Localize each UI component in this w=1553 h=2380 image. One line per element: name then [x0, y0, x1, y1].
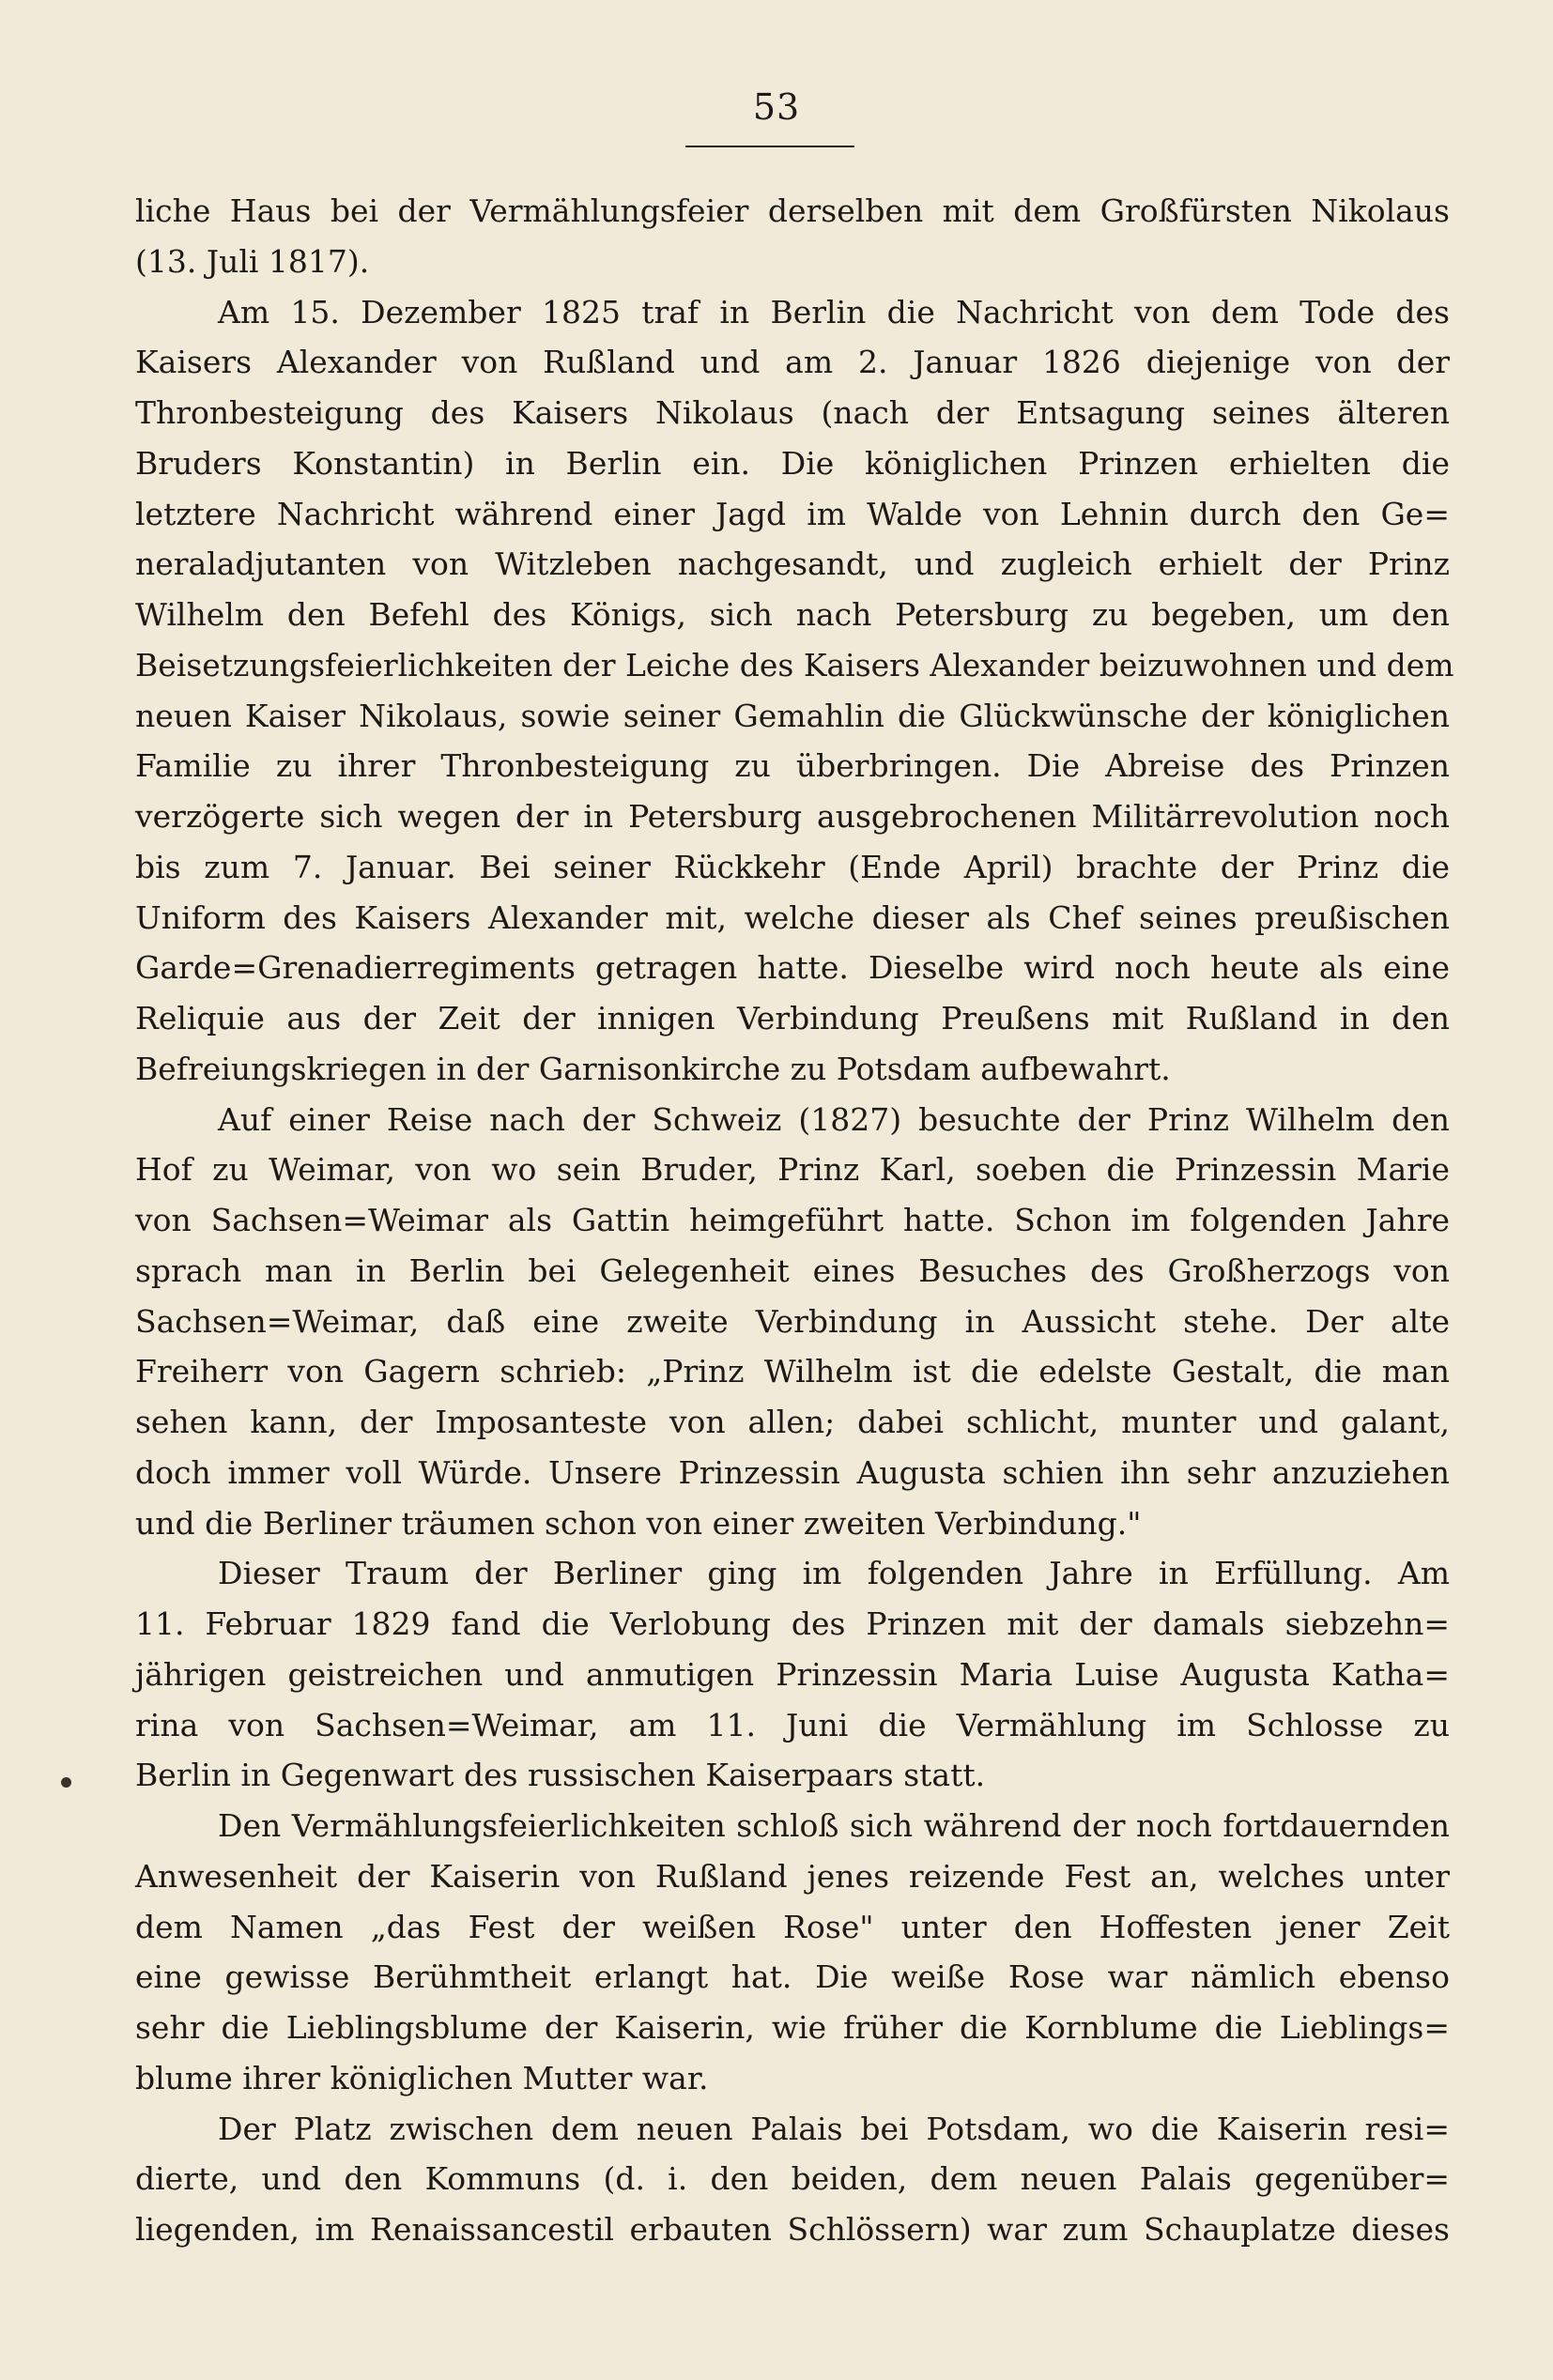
text-line: letztere Nachricht während einer Jagd im Walde von Lehnin durch den Ge= — [135, 495, 1450, 532]
text-line: Sachsen=Weimar, daß eine zweite Verbindung in Aussicht stehe. Der alte — [135, 1302, 1450, 1340]
text-line: Freiherr von Gagern schrieb: „Prinz Wilhelm ist die edelste Gestalt, die man — [135, 1353, 1450, 1390]
text-line: Reliquie aus der Zeit der innigen Verbindung Preußens mit Rußland in den — [135, 1000, 1450, 1036]
text-line: Thronbesteigung des Kaisers Nikolaus (nach der Entsagung seines älteren — [135, 394, 1450, 431]
text-line: liegenden, im Renaissancestil erbauten Schlössern) war zum Schauplatze dieses — [135, 2211, 1450, 2248]
text-line: Der Platz zwischen dem neuen Palais bei Potsdam, wo die Kaiserin resi= — [218, 2110, 1450, 2147]
text-line: neuen Kaiser Nikolaus, sowie seiner Gemahlin die Glückwünsche der königlichen — [135, 697, 1450, 734]
text-line: blume ihrer königlichen Mutter war. — [135, 2059, 709, 2096]
text-line: neraladjutanten von Witzleben nachgesandt, und zugleich erhielt der Prinz — [135, 545, 1450, 583]
text-line: Hof zu Weimar, von wo sein Bruder, Prinz Karl, soeben die Prinzessin Marie — [135, 1151, 1450, 1189]
text-line: liche Haus bei der Vermählungsfeier derselben mit dem Großfürsten Nikolaus — [135, 192, 1450, 229]
text-line: sehen kann, der Imposanteste von allen; dabei schlicht, munter und galant, — [135, 1404, 1450, 1440]
text-line: sehr die Lieblingsblume der Kaiserin, wie früher die Kornblume die Lieblings= — [135, 2009, 1450, 2046]
text-line: dierte, und den Kommuns (d. i. den beiden, dem neuen Palais gegenüber= — [135, 2160, 1450, 2198]
text-line: Beisetzungsfeierlichkeiten der Leiche des Kaisers Alexander beizuwohnen und dem — [135, 646, 1454, 683]
text-line: verzögerte sich wegen der in Petersburg ausgebrochenen Militärrevolution noch — [135, 798, 1450, 835]
text-line: sprach man in Berlin bei Gelegenheit eines Besuches des Großherzogs von — [135, 1251, 1450, 1289]
text-line: jährigen geistreichen und anmutigen Prinzessin Maria Luise Augusta Katha= — [135, 1655, 1450, 1693]
text-line: Garde=Grenadierregiments getragen hatte. Dieselbe wird noch heute als eine — [135, 949, 1450, 987]
text-line: Dieser Traum der Berliner ging im folgenden Jahre in Erfüllung. Am — [218, 1555, 1450, 1592]
text-line: dem Namen „das Fest der weißen Rose" unter den Hoffesten jener Zeit — [135, 1908, 1450, 1945]
text-line: 11. Februar 1829 fand die Verlobung des Prinzen mit der damals siebzehn= — [135, 1605, 1450, 1642]
text-line: und die Berliner träumen schon von einer zweiten Verbindung." — [135, 1504, 1142, 1542]
text-line: Am 15. Dezember 1825 traf in Berlin die Nachricht von dem Tode des — [218, 293, 1450, 330]
text-line: Berlin in Gegenwart des russischen Kaiserpaars statt. — [135, 1757, 986, 1794]
page-number: 53 — [752, 86, 801, 128]
text-line: Auf einer Reise nach der Schweiz (1827) besuchte der Prinz Wilhelm den — [218, 1100, 1450, 1138]
body-text — [135, 186, 1454, 2255]
text-line: Uniform des Kaisers Alexander mit, welche dieser als Chef seines preußischen — [135, 898, 1450, 936]
margin-mark — [61, 1777, 71, 1788]
text-line: (13. Juli 1817). — [135, 242, 370, 280]
text-line: Anwesenheit der Kaiserin von Rußland jenes reizende Fest an, welches unter — [135, 1857, 1450, 1895]
text-line: eine gewisse Berühmtheit erlangt hat. Die weiße Rose war nämlich ebenso — [135, 1958, 1450, 1996]
text-line: Befreiungskriegen in der Garnisonkirche zu Potsdam aufbewahrt. — [135, 1050, 1171, 1087]
text-line: bis zum 7. Januar. Bei seiner Rückkehr (Ende April) brachte der Prinz die — [135, 848, 1450, 885]
text-line: doch immer voll Würde. Unsere Prinzessin Augusta schien ihn sehr anzuziehen — [135, 1453, 1450, 1491]
header-rule — [685, 146, 854, 147]
text-line: Wilhelm den Befehl des Königs, sich nach Petersburg zu begeben, um den — [135, 596, 1450, 633]
text-line: Kaisers Alexander von Rußland und am 2. Januar 1826 diejenige von der — [135, 344, 1450, 381]
text-line: Bruders Konstantin) in Berlin ein. Die königlichen Prinzen erhielten die — [135, 444, 1450, 482]
text-line: von Sachsen=Weimar als Gattin heimgeführt hatte. Schon im folgenden Jahre — [135, 1202, 1450, 1238]
text-line: rina von Sachsen=Weimar, am 11. Juni die Vermählung im Schlosse zu — [135, 1706, 1450, 1743]
text-line: Den Vermählungsfeierlichkeiten schloß sich während der noch fortdauernden — [218, 1807, 1450, 1844]
text-line: Familie zu ihrer Thronbesteigung zu überbringen. Die Abreise des Prinzen — [135, 747, 1450, 785]
